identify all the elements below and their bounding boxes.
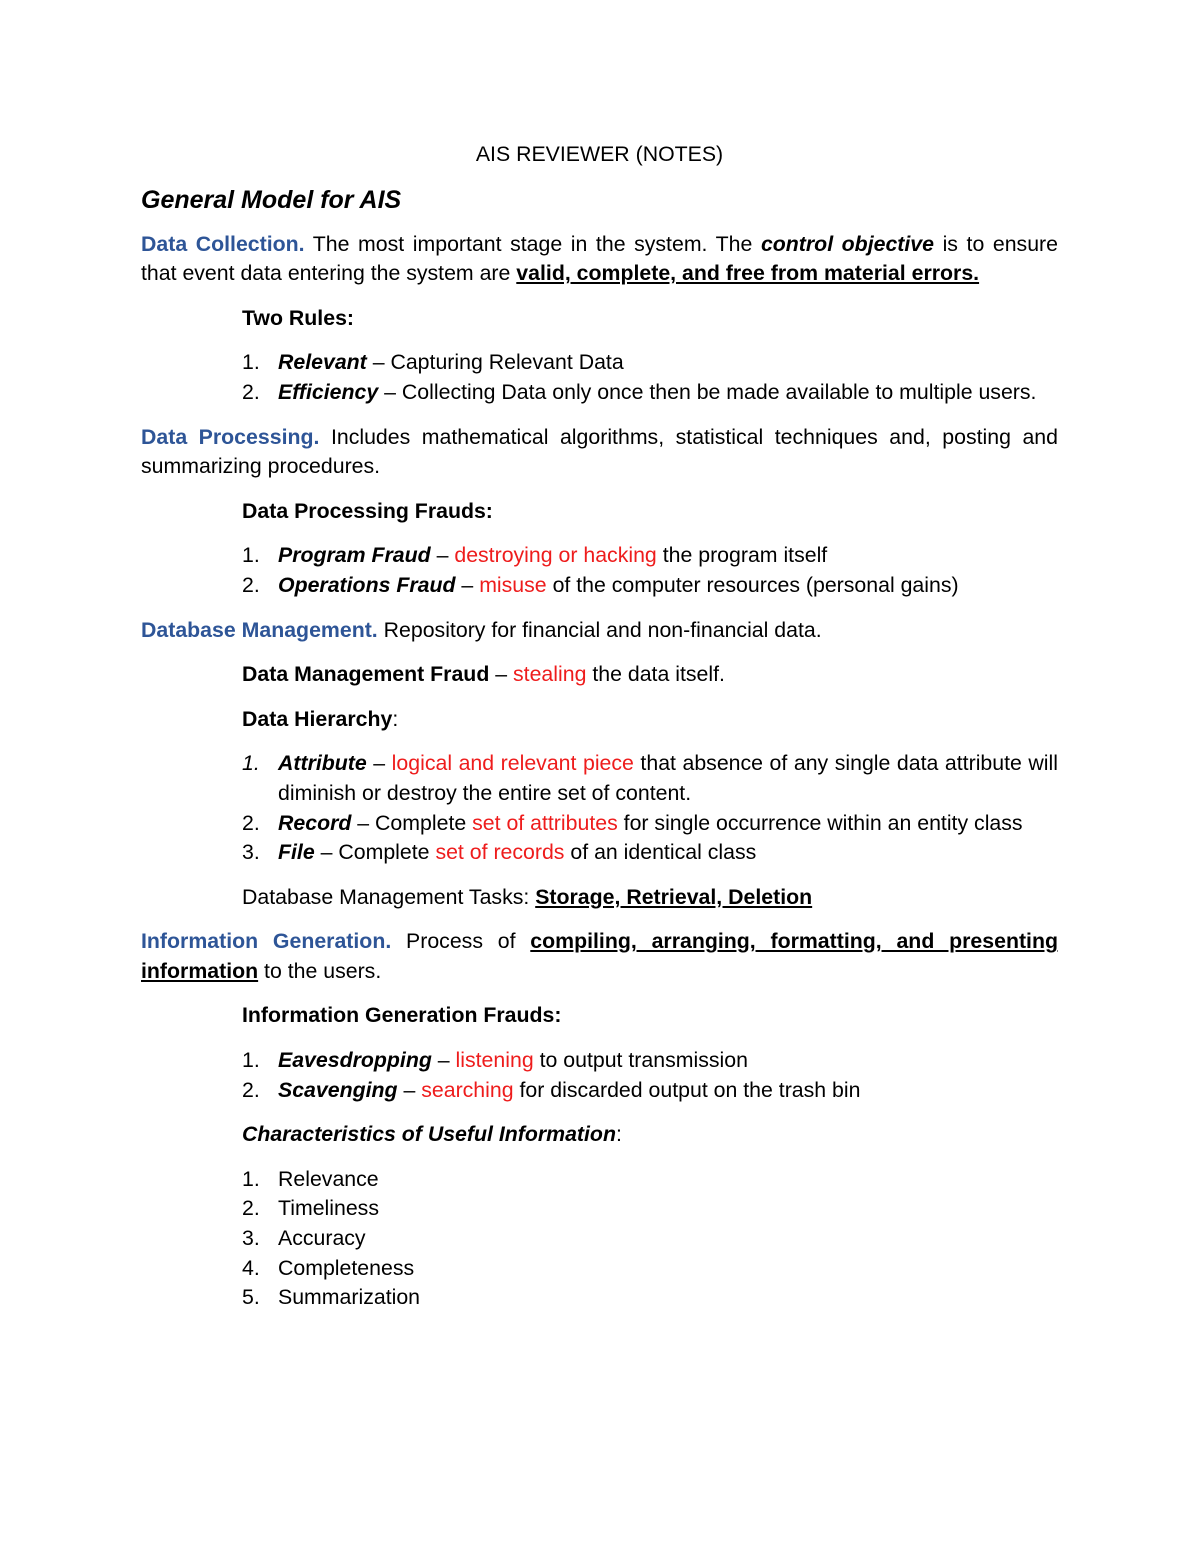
- list-text: to output transmission: [533, 1048, 748, 1073]
- information-generation-frauds-title: Information Generation Frauds:: [242, 1003, 562, 1028]
- document-page: [141, 140, 1058, 1313]
- data-processing-text: Includes mathematical algorithms, statistical techniques and, posting and summarizing procedures.: [141, 424, 1058, 479]
- list-item: [242, 1283, 1058, 1313]
- information-generation-text1: Process of: [391, 929, 531, 954]
- list-dash: –: [366, 751, 392, 776]
- list-dash: –: [397, 1077, 422, 1102]
- data-processing-paragraph: [141, 423, 1058, 482]
- list-highlight: destroying or hacking: [454, 543, 657, 568]
- list-dash: – Complete: [351, 810, 473, 835]
- list-dash: –: [431, 1048, 456, 1073]
- tasks-label: Database Management Tasks:: [242, 884, 536, 909]
- list-number: 2.: [242, 379, 260, 404]
- list-number: 2.: [242, 1077, 260, 1102]
- main-heading: General Model for AIS: [141, 185, 402, 214]
- control-objective-term: control objective: [760, 231, 934, 256]
- hierarchy-colon: :: [392, 706, 399, 731]
- list-text: Accuracy: [278, 1226, 366, 1251]
- list-text: the program itself: [656, 543, 828, 568]
- list-number: 2.: [242, 572, 260, 597]
- hierarchy-title-text: Data Hierarchy: [242, 706, 393, 731]
- characteristics-list: [242, 1165, 1058, 1313]
- data-processing-label: Data Processing.: [141, 424, 320, 449]
- list-term: Program Fraud: [278, 543, 431, 568]
- list-term: Relevant: [278, 350, 367, 375]
- fraud-dash: –: [489, 662, 514, 687]
- list-dash: – Complete: [314, 840, 436, 865]
- data-collection-emphasis: valid, complete, and free from material errors.: [516, 261, 980, 286]
- list-term: Eavesdropping: [278, 1048, 432, 1073]
- data-processing-frauds-title: Data Processing Frauds:: [242, 498, 493, 523]
- database-management-paragraph: [141, 616, 1058, 646]
- list-term: Efficiency: [278, 379, 379, 404]
- list-text: that absence of any single data attribute will diminish or destroy the entire set of content.: [278, 751, 1058, 805]
- list-number: 3.: [242, 1226, 260, 1251]
- data-collection-text2: is to ensure that event data entering the system are: [141, 231, 1058, 286]
- list-item: [242, 571, 1058, 601]
- list-text: Summarization: [278, 1285, 421, 1310]
- data-management-fraud: [242, 660, 1058, 690]
- list-text: of the computer resources (personal gains): [546, 572, 959, 597]
- list-text: of an identical class: [564, 840, 757, 865]
- list-highlight: logical and relevant piece: [391, 751, 634, 776]
- information-generation-frauds-list: [242, 1046, 1058, 1105]
- list-highlight: searching: [421, 1077, 514, 1102]
- list-number: 5.: [242, 1285, 260, 1310]
- list-term: Operations Fraud: [278, 572, 456, 597]
- characteristics-colon: :: [615, 1122, 622, 1147]
- list-text: – Collecting Data only once then be made available to multiple users.: [378, 379, 1037, 404]
- list-highlight: misuse: [479, 572, 547, 597]
- list-item: [242, 1224, 1058, 1254]
- list-highlight: listening: [455, 1048, 534, 1073]
- fraud-text: the data itself.: [586, 662, 725, 687]
- information-generation-text2: to the users.: [258, 958, 382, 983]
- list-item: [242, 749, 1058, 808]
- list-term: File: [278, 840, 315, 865]
- list-item: [242, 1076, 1058, 1106]
- list-number: 2.: [242, 1196, 260, 1221]
- list-term: Attribute: [278, 751, 367, 776]
- tasks-value: Storage, Retrieval, Deletion: [535, 884, 813, 909]
- list-number: 3.: [242, 840, 260, 865]
- list-dash: –: [430, 543, 455, 568]
- list-item: [242, 378, 1058, 408]
- list-text: Timeliness: [278, 1196, 379, 1221]
- information-generation-paragraph: [141, 927, 1058, 986]
- characteristics-title-text: Characteristics of Useful Information: [242, 1122, 616, 1147]
- list-term: Scavenging: [278, 1077, 398, 1102]
- list-item: [242, 541, 1058, 571]
- list-text: Completeness: [278, 1255, 415, 1280]
- database-management-text: Repository for financial and non-financial data.: [377, 617, 822, 642]
- list-text: for single occurrence within an entity class: [617, 810, 1023, 835]
- list-number: 1.: [242, 543, 260, 568]
- two-rules-list: [242, 348, 1058, 407]
- list-text: Relevance: [278, 1166, 379, 1191]
- list-number: 1.: [242, 1166, 260, 1191]
- fraud-term: Data Management Fraud: [242, 662, 490, 687]
- list-text: – Capturing Relevant Data: [366, 350, 624, 375]
- list-item: [242, 1046, 1058, 1076]
- list-number: 1.: [242, 1048, 260, 1073]
- list-highlight: set of records: [435, 840, 565, 865]
- list-dash: –: [455, 572, 480, 597]
- list-item: [242, 838, 1058, 868]
- list-item: [242, 809, 1058, 839]
- data-hierarchy-list: [242, 749, 1058, 867]
- list-text: for discarded output on the trash bin: [513, 1077, 861, 1102]
- two-rules-title: Two Rules:: [242, 305, 355, 330]
- data-processing-frauds-list: [242, 541, 1058, 600]
- information-generation-label: Information Generation.: [141, 929, 392, 954]
- list-item: [242, 1165, 1058, 1195]
- document-title: AIS REVIEWER (NOTES): [475, 142, 724, 166]
- information-generation-emphasis: compiling, arranging, formatting, and presenting information: [141, 929, 1058, 983]
- list-term: Record: [278, 810, 352, 835]
- list-item: [242, 1254, 1058, 1284]
- list-number: 4.: [242, 1255, 260, 1280]
- database-management-label: Database Management.: [141, 617, 378, 642]
- data-collection-paragraph: [141, 230, 1058, 289]
- list-number: 1.: [242, 350, 260, 375]
- list-item: [242, 348, 1058, 378]
- list-number: 2.: [242, 810, 260, 835]
- list-highlight: set of attributes: [472, 810, 618, 835]
- data-hierarchy-title: [242, 705, 1058, 735]
- list-number: 1.: [242, 751, 260, 776]
- list-item: [242, 1194, 1058, 1224]
- characteristics-title: [242, 1120, 1058, 1150]
- fraud-highlight: stealing: [513, 662, 587, 687]
- data-collection-text1: The most important stage in the system. The: [312, 231, 761, 256]
- data-collection-label: Data Collection.: [141, 231, 305, 256]
- database-management-tasks: [242, 883, 1058, 913]
